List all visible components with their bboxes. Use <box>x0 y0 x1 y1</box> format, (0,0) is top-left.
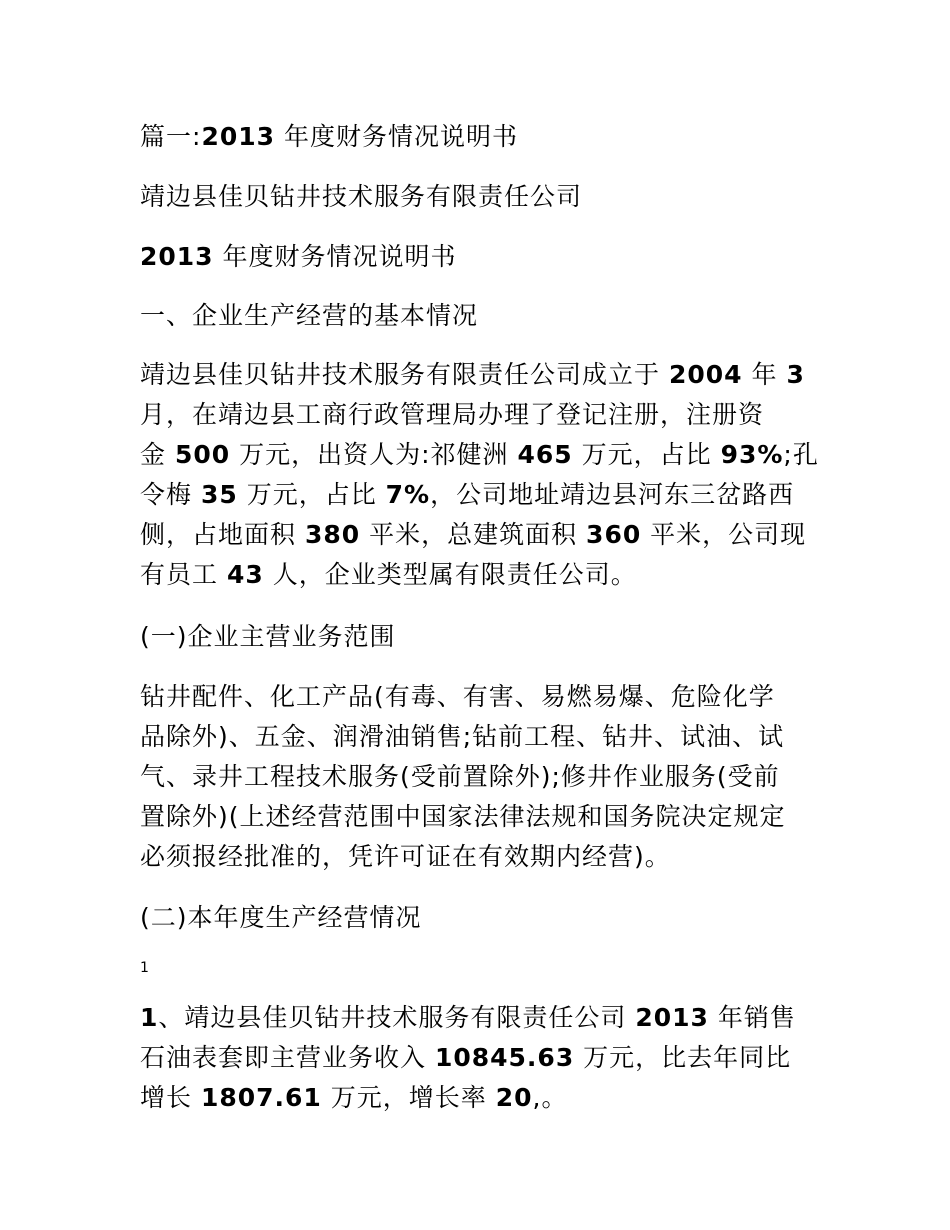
number-run: 500 <box>174 440 231 469</box>
subsection-heading-1: (一)企业主营业务范围 <box>140 622 396 651</box>
number-run: 465 <box>517 440 573 469</box>
subtitle-rest: 年度财务情况说明书 <box>213 242 457 271</box>
text-run: 万元，出资人为:祁健洲 <box>230 440 518 469</box>
subtitle-year: 2013 <box>140 242 214 271</box>
text-run: 人，企业类型属有限责任公司。 <box>263 560 637 589</box>
text-run: 靖边县佳贝钻井技术服务有限责任公司成立于 <box>140 360 669 389</box>
text-run: 令梅 <box>140 480 201 509</box>
text-run: 平米，总建筑面积 <box>360 520 587 549</box>
paragraph-line: 钻井配件、化工产品(有毒、有害、易燃易爆、危险化学 <box>140 682 775 711</box>
text-run: ;孔 <box>783 440 819 469</box>
text-run: 万元，增长率 <box>321 1083 496 1112</box>
paragraph-line <box>140 555 812 595</box>
text-run: 平米，公司现 <box>641 520 807 549</box>
text-run: ，公司地址靖边县河东三岔路西 <box>430 480 795 509</box>
number-run: 2004 <box>668 360 743 389</box>
number-run: 43 <box>226 560 264 589</box>
text-run: 有员工 <box>140 560 227 589</box>
number-run: 35 <box>200 480 238 509</box>
paragraph-line: 品除外)、五金、润滑油销售;钻前工程、钻井、试油、试 <box>140 722 785 751</box>
number-run: 20 <box>495 1083 533 1112</box>
paragraph-line <box>140 515 812 555</box>
number-run: 3 <box>786 360 805 389</box>
text-run: 增长 <box>140 1083 201 1112</box>
paragraph-line <box>140 998 812 1038</box>
paragraph-line: 月，在靖边县工商行政管理局办理了登记注册，注册资 <box>140 400 765 429</box>
page-number: 1 <box>140 960 149 976</box>
paragraph-line: 必须报经批准的，凭许可证在有效期内经营)。 <box>140 842 671 871</box>
paragraph-company-overview <box>140 355 819 595</box>
text-run: 、靖边县佳贝钻井技术服务有限责任公司 <box>158 1003 636 1032</box>
number-run: 380 <box>304 520 361 549</box>
text-run: 年销售 <box>708 1003 796 1032</box>
subsection-heading-2: (二)本年度生产经营情况 <box>140 903 422 932</box>
text-run: 万元，占比 <box>572 440 721 469</box>
section-heading-1: 一、企业生产经营的基本情况 <box>140 301 479 330</box>
document-subtitle <box>140 237 457 277</box>
heading-year: 2013 <box>201 122 276 151</box>
paragraph-line <box>140 355 812 395</box>
paragraph-line: 气、录井工程技术服务(受前置除外);修井作业服务(受前 <box>140 762 780 791</box>
text-run: ,。 <box>532 1083 568 1112</box>
paragraph-revenue <box>140 998 812 1118</box>
paragraph-line: 置除外)(上述经营范围中国家法律法规和国务院决定规定 <box>140 802 786 831</box>
company-name: 靖边县佳贝钻井技术服务有限责任公司 <box>140 182 583 211</box>
text-run: 万元，比去年同比 <box>574 1043 792 1072</box>
number-run: 1 <box>140 1003 159 1032</box>
document-heading <box>140 117 518 157</box>
paragraph-line <box>140 475 812 515</box>
text-run: 万元，占比 <box>237 480 386 509</box>
number-run: 360 <box>586 520 642 549</box>
paragraph-business-scope <box>140 677 812 877</box>
text-run: 年 <box>742 360 787 389</box>
number-run: 93% <box>720 440 784 469</box>
text-run: 石油表套即主营业务收入 <box>140 1043 435 1072</box>
number-run: 2013 <box>635 1003 709 1032</box>
paragraph-line <box>140 435 819 475</box>
text-run: 金 <box>140 440 175 469</box>
paragraph-line <box>140 1038 812 1078</box>
number-run: 10845.63 <box>434 1043 575 1072</box>
paragraph-line <box>140 1078 812 1118</box>
number-run: 7% <box>385 480 431 509</box>
heading-prefix: 篇一: <box>140 122 202 151</box>
number-run: 1807.61 <box>200 1083 322 1112</box>
text-run: 侧，占地面积 <box>140 520 305 549</box>
heading-rest: 年度财务情况说明书 <box>275 122 518 151</box>
